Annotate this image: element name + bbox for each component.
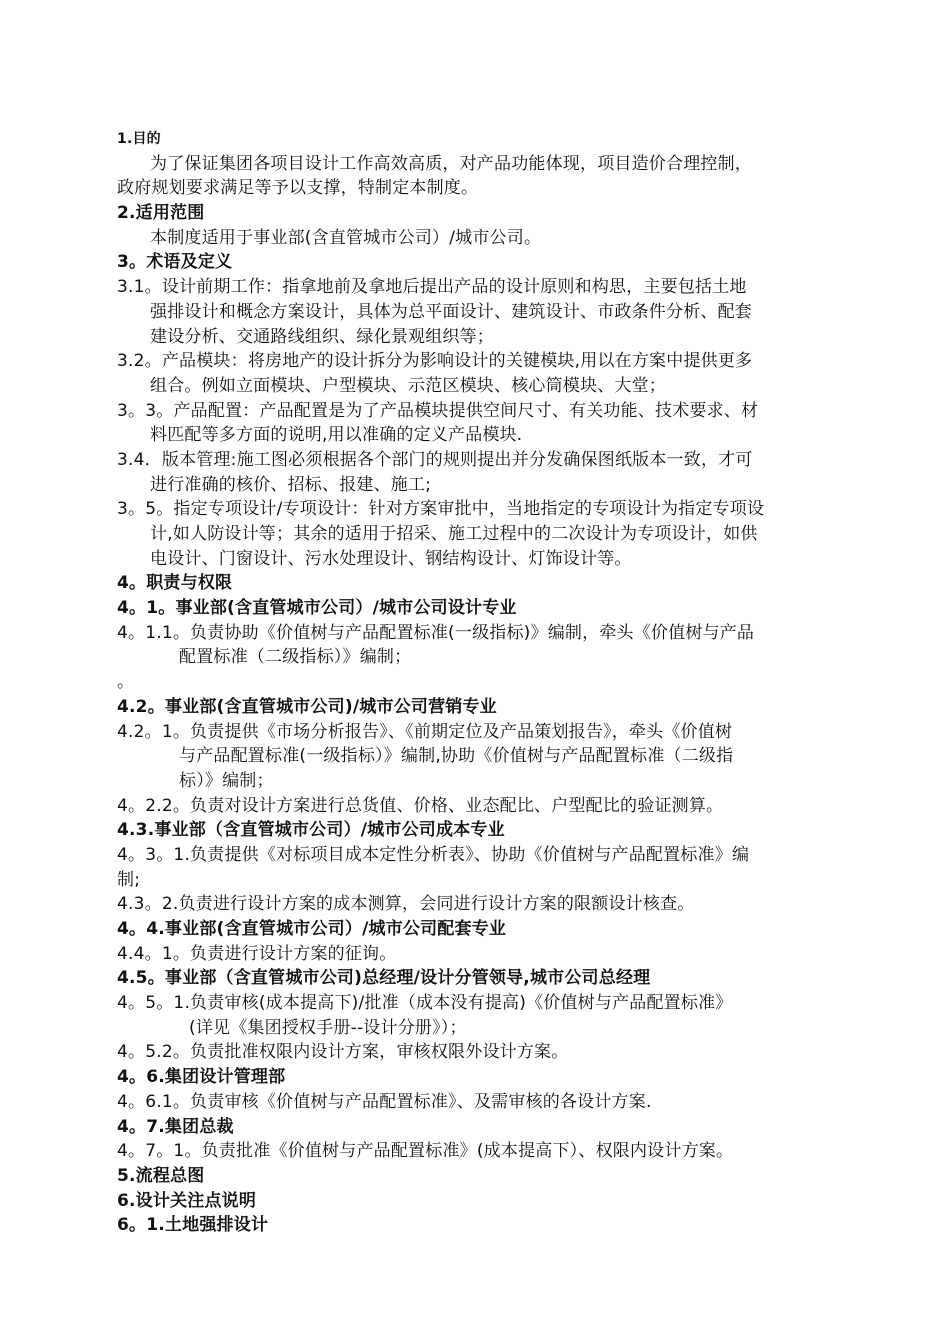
paragraph-line: 组合。例如立面模块、户型模块、示范区模块、核心筒模块、大堂； — [150, 375, 666, 396]
paragraph-line: 4.4。1。负责进行设计方案的征询。 — [117, 943, 397, 964]
paragraph-line: (详见《集团授权手册--设计分册》）； — [189, 1017, 467, 1038]
paragraph-line: 3.2。产品模块：将房地产的设计拆分为影响设计的关键模块,用以在方案中提供更多 — [117, 351, 753, 372]
paragraph-line: 4.2。1。负责提供《市场分析报告》、《前期定位及产品策划报告》，牵头《价值树 — [117, 721, 733, 742]
paragraph-line: 4。2.2。负责对设计方案进行总货值、价格、业态配比、户型配比的验证测算。 — [117, 795, 724, 816]
section-heading: 2.适用范围 — [117, 203, 205, 224]
subsection-heading: 4.5。事业部（含直管城市公司)总经理/设计分管领导,城市公司总经理 — [117, 968, 651, 989]
subsection-heading: 4.3.事业部（含直管城市公司）/城市公司成本专业 — [117, 820, 505, 841]
paragraph-line: 4。5.2。负责批准权限内设计方案，审核权限外设计方案。 — [117, 1042, 569, 1063]
paragraph-line: 3。5。指定专项设计/专项设计：针对方案审批中，当地指定的专项设计为指定专项设 — [117, 499, 765, 520]
subsection-heading: 4。6.集团设计管理部 — [117, 1067, 286, 1088]
paragraph-line: 。 — [117, 672, 135, 693]
paragraph-line: 4。3。1.负责提供《对标项目成本定性分析表》、协助《价值树与产品配置标准》编 — [117, 844, 750, 865]
paragraph-line: 制; — [117, 869, 141, 890]
paragraph-line: 建设分析、交通路线组织、绿化景观组织等； — [150, 326, 494, 347]
paragraph-line: 与产品配置标准(一级指标）》编制,协助《价值树与产品配置标准（二级指 — [179, 746, 734, 767]
section-heading: 6.设计关注点说明 — [117, 1190, 257, 1211]
paragraph-line: 4。1.1。负责协助《价值树与产品配置标准(一级指标)》编制，牵头《价值树与产品 — [117, 622, 755, 643]
section-heading: 4。职责与权限 — [117, 573, 233, 594]
paragraph-line: 为了保证集团各项目设计工作高效高质，对产品功能体现，项目造价合理控制， — [150, 153, 752, 174]
subsection-heading: 4。1。事业部(含直管城市公司）/城市公司设计专业 — [117, 598, 517, 619]
paragraph-line: 4。7。1。负责批准《价值树与产品配置标准》(成本提高下）、权限内设计方案。 — [117, 1141, 734, 1162]
paragraph-line: 强排设计和概念方案设计，具体为总平面设计、建筑设计、市政条件分析、配套 — [150, 301, 752, 322]
paragraph-line: 4。5。1.负责审核(成本提高下)/批准（成本没有提高)《价值树与产品配置标准》 — [117, 993, 733, 1014]
document-body — [0, 127, 950, 1238]
subsection-heading: 4。4.事业部(含直管城市公司）/城市公司配套专业 — [117, 919, 507, 939]
section-heading: 1.目的 — [117, 131, 161, 147]
paragraph-line: 本制度适用于事业部(含直管城市公司）/城市公司。 — [150, 227, 542, 248]
paragraph-line: 3.1。设计前期工作：指拿地前及拿地后提出产品的设计原则和构思，主要包括土地 — [117, 277, 747, 298]
section-heading: 3。术语及定义 — [117, 252, 233, 273]
paragraph-line: 料匹配等多方面的说明,用以准确的定义产品模块. — [150, 425, 523, 446]
section-heading: 5.流程总图 — [117, 1165, 205, 1186]
paragraph-line: 配置标准（二级指标）》编制； — [179, 647, 412, 668]
paragraph-line: 标）》编制； — [179, 770, 274, 791]
paragraph-line: 电设计、门窗设计、污水处理设计、钢结构设计、灯饰设计等。 — [150, 548, 632, 569]
paragraph-line: 进行准确的核价、招标、报建、施工; — [150, 474, 432, 495]
subsection-heading: 4。7.集团总裁 — [117, 1116, 234, 1137]
paragraph-line: 4。6.1。负责审核《价值树与产品配置标准》、及需审核的各设计方案. — [117, 1091, 652, 1112]
subsection-heading: 4.2。事业部(含直管城市公司)/城市公司营销专业 — [117, 696, 497, 717]
paragraph-line: 政府规划要求满足等予以支撑，特制定本制度。 — [117, 178, 479, 199]
paragraph-line: 4.3。2.负责进行设计方案的成本测算，会同进行设计方案的限额设计核查。 — [117, 894, 695, 915]
paragraph-line: 3。3。产品配置：产品配置是为了产品模块提供空间尺寸、有关功能、技术要求、材 — [117, 400, 759, 421]
subsection-heading: 6。1.土地强排设计 — [117, 1215, 269, 1236]
paragraph-line: 计,如人防设计等；其余的适用于招采、施工过程中的二次设计为专项设计，如供 — [150, 524, 758, 544]
paragraph-line: 3.4．版本管理:施工图必须根据各个部门的规则提出并分发确保图纸版本一致，才可 — [117, 449, 753, 470]
